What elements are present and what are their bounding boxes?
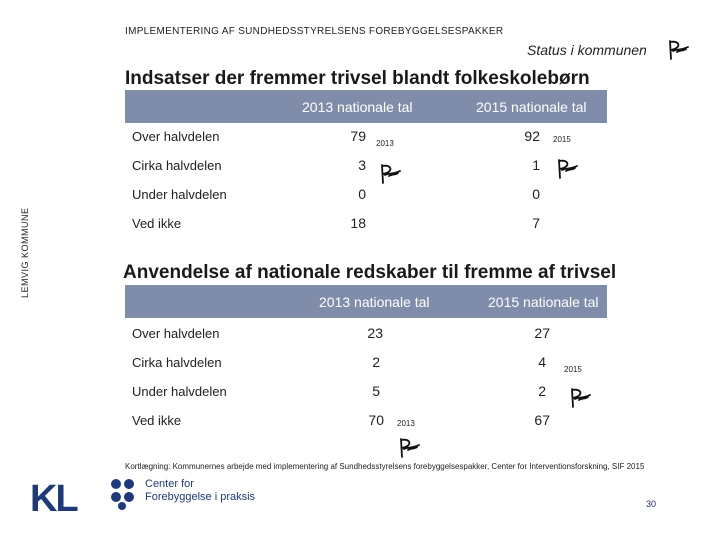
section1-value-2015: 0 xyxy=(532,186,540,202)
year-marker-2013: 2013 xyxy=(376,139,394,148)
section2-row-label: Over halvdelen xyxy=(132,326,220,341)
signature-icon xyxy=(395,436,421,460)
page-number: 30 xyxy=(646,499,657,509)
section1-value-2013: 3 xyxy=(358,157,366,173)
section2-row-label: Under halvdelen xyxy=(132,384,227,399)
section1-row-label: Cirka halvdelen xyxy=(132,158,222,173)
section1-value-2013: 18 xyxy=(350,215,366,231)
kl-logo: KL xyxy=(30,478,77,520)
section1-col-2013: 2013 nationale tal xyxy=(302,99,413,115)
source-footnote: Kortlægning: Kommunernes arbejde med implementering af Sundhedsstyrelsens forebyggelsespakker, Center for Interventionsforskning, SIF 2015 xyxy=(125,462,645,471)
center-logo-text xyxy=(145,478,255,504)
section1-value-2013: 79 xyxy=(350,128,366,144)
year-marker-2015: 2015 xyxy=(553,135,571,144)
section2-value-2015: 67 xyxy=(534,412,550,428)
status-label: Status i kommunen xyxy=(527,42,647,58)
section2-col-2015: 2015 nationale tal xyxy=(488,294,599,310)
page-header: IMPLEMENTERING AF SUNDHEDSSTYRELSENS FOREBYGGELSESPAKKER xyxy=(125,26,504,37)
section2-row-label: Ved ikke xyxy=(132,413,182,428)
section1-value-2015: 1 xyxy=(532,157,540,173)
section1-row-label: Under halvdelen xyxy=(132,187,227,202)
municipality-label: LEMVIG KOMMUNE xyxy=(20,207,30,298)
section1-value-2013: 0 xyxy=(358,186,366,202)
signature-icon xyxy=(664,38,690,62)
section2-value-2013: 70 xyxy=(368,412,384,428)
section2-title: Anvendelse af nationale redskaber til fremme af trivsel xyxy=(123,262,617,283)
signature-icon xyxy=(553,157,579,181)
year-marker-2013: 2013 xyxy=(397,419,415,428)
section1-value-2015: 7 xyxy=(532,215,540,231)
section2-value-2015: 2 xyxy=(538,383,546,399)
section2-value-2015: 27 xyxy=(534,325,550,341)
signature-icon xyxy=(566,386,592,410)
section2-value-2013: 5 xyxy=(372,383,380,399)
center-logo-line1: Center for xyxy=(145,478,194,490)
signature-icon xyxy=(376,162,402,186)
center-logo-icon xyxy=(107,477,141,511)
section1-col-2015: 2015 nationale tal xyxy=(476,99,587,115)
year-marker-2015: 2015 xyxy=(564,365,582,374)
section2-value-2013: 23 xyxy=(367,325,383,341)
section2-value-2015: 4 xyxy=(538,354,546,370)
section2-value-2013: 2 xyxy=(372,354,380,370)
section1-value-2015: 92 xyxy=(524,128,540,144)
section1-row-label: Over halvdelen xyxy=(132,129,220,144)
center-logo-line2: Forebyggelse i praksis xyxy=(145,491,256,503)
section2-col-2013: 2013 nationale tal xyxy=(319,294,430,310)
section1-title: Indsatser der fremmer trivsel blandt folkeskolebørn xyxy=(125,68,590,89)
section2-row-label: Cirka halvdelen xyxy=(132,355,222,370)
section1-row-label: Ved ikke xyxy=(132,216,182,231)
